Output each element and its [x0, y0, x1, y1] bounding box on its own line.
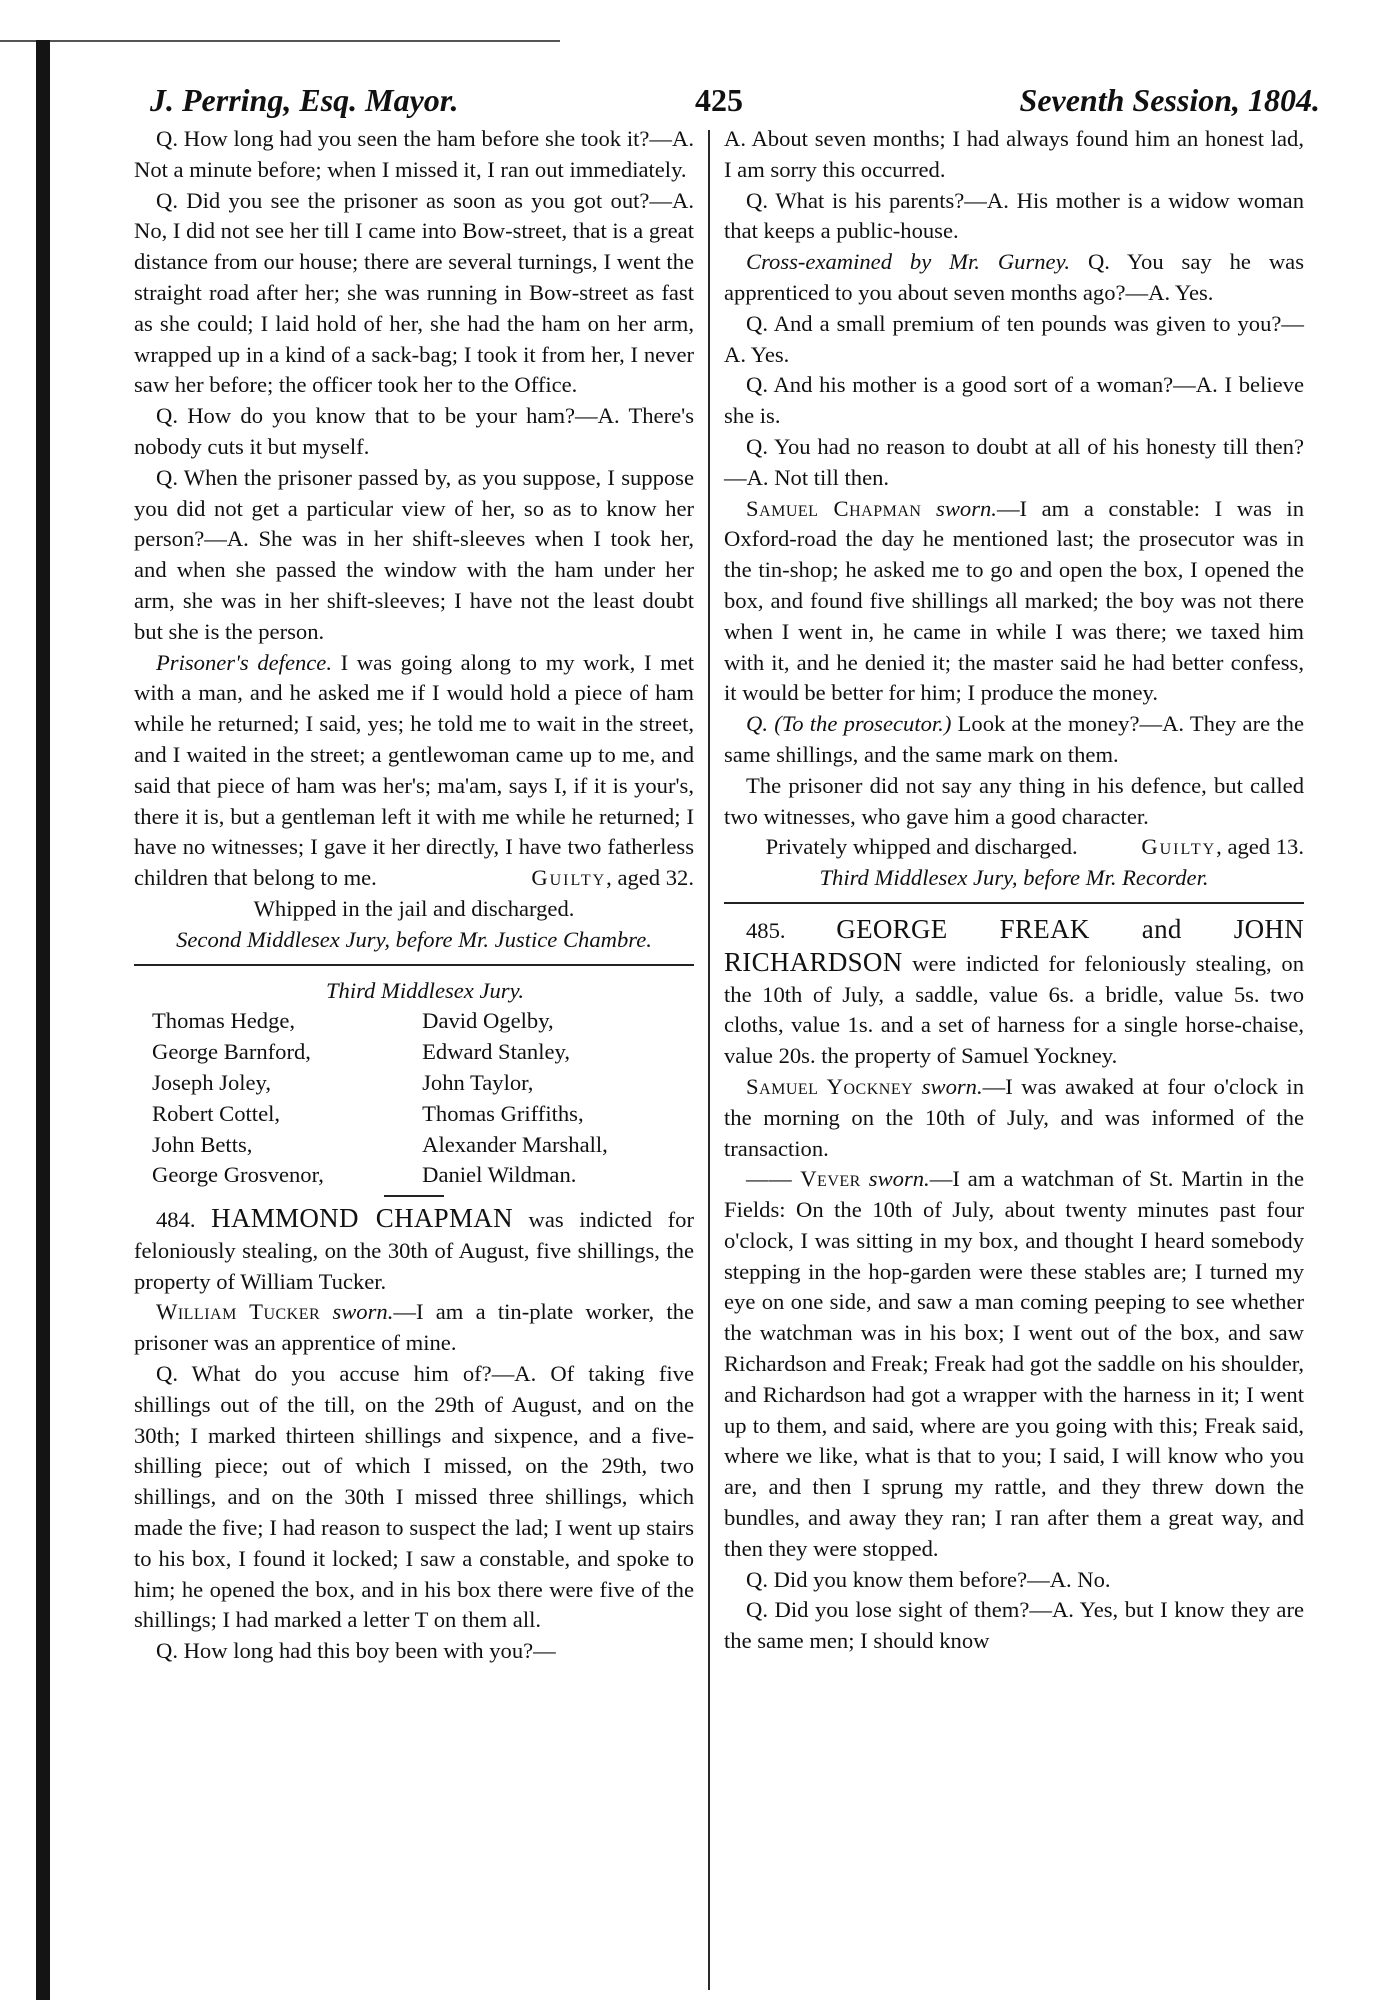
cross-examination — [724, 247, 1304, 309]
sworn-label: sworn. — [860, 1166, 930, 1192]
jury-row — [134, 1068, 694, 1099]
witness-chapman — [724, 494, 1304, 710]
witness-text: —I am a constable: I was in Oxford-road the day he mentioned last; the prosecutor was in the tin-shop; he asked me to go and open the box, I opened the box, and found five shillings all marked; the boy was not there when I went in, he came in while I was there; we taxed him with it, and he denied it; the master said he had better confess, it would be better for him; I produce the money. — [724, 495, 1305, 706]
paragraph: Q. And a small premium of ten pounds was given to you?—A. Yes. — [724, 310, 1304, 367]
witness-name: —— Vever — [746, 1166, 861, 1192]
witness-yockney — [724, 1072, 1304, 1164]
witness-vever — [724, 1164, 1304, 1564]
cross-text: Q. You say he was apprenticed to you about seven months ago?—A. Yes. — [724, 249, 1304, 305]
sworn-label: sworn. — [320, 1299, 394, 1325]
juror-name: David Ogelby, — [422, 1008, 554, 1034]
case-485-heading — [724, 914, 1304, 1072]
indictment-text: was indicted for feloniously stealing, on the 30th of August, five shillings, the property of William Tucker. — [134, 1207, 694, 1294]
paragraph: Q. How do you know that to be your ham?—A. There's nobody cuts it but myself. — [134, 403, 694, 459]
scan-edge-line — [0, 40, 560, 42]
sentence: Privately whipped and discharged. — [765, 834, 1078, 860]
question-text: Look at the money?—A. They are the same shillings, and the same mark on them. — [724, 711, 1304, 767]
right-column — [724, 124, 1304, 1657]
verdict-age: , aged 32. — [606, 865, 694, 891]
section-rule — [134, 964, 694, 966]
sentence: Whipped in the jail and discharged. — [253, 895, 575, 921]
binding-shadow — [36, 40, 50, 2000]
juror-name: Robert Cottel, — [152, 1100, 281, 1126]
juror-name: Thomas Griffiths, — [422, 1100, 584, 1126]
court-line: Second Middlesex Jury, before Mr. Justice Chambre. — [176, 926, 652, 952]
juror-name: Thomas Hedge, — [152, 1008, 296, 1034]
jury-row — [134, 1160, 694, 1191]
witness-tucker — [134, 1297, 694, 1359]
paragraph: Q. Did you see the prisoner as soon as you got out?—A. No, I did not see her till I came into Bow-street, that is a great distance from our house; there are several turnings, I went the straight road after her; she was running in Bow-street as fast as she could; I laid hold of her, she had the ham on her arm, wrapped up in a kind of a sack-bag; I took it from her, I never saw her before; the officer took her to the Office. — [134, 187, 694, 398]
juror-name: George Grosvenor, — [152, 1162, 324, 1188]
jury-row — [134, 1037, 694, 1068]
court-line: Third Middlesex Jury, before Mr. Recorder. — [819, 865, 1209, 891]
running-header — [150, 78, 1320, 122]
juror-name: Alexander Marshall, — [422, 1131, 608, 1157]
defence-label: Prisoner's defence. — [156, 649, 332, 675]
question-label: Q. (To the prosecutor.) — [746, 711, 952, 737]
indictment-text: were indicted for feloniously stealing, on the 10th of July, a saddle, value 6s. a bridle, value 5s. two cloths, value 1s. and a set of harness for a single horse-chaise, value 20s. the property of Samuel Yockney. — [724, 950, 1304, 1069]
paragraph: Q. Did you lose sight of them?—A. Yes, but I know they are the same men; I should know — [724, 1597, 1304, 1654]
paragraph: Q. How long had you seen the ham before she took it?—A. Not a minute before; when I missed it, I ran out immediately. — [134, 126, 694, 182]
witness-text: —I am a watchman of St. Martin in the Fields: On the 10th of July, about twenty minutes past four o'clock, I was sitting in my box, and thought I heard somebody stepping in the hop-garden were these stables are; I turned my eye on one side, and saw a man coming peeping to see whether the watchman was in his box; I went out of the box, and saw Richardson and Freak; Freak had got the saddle on his shoulder, and Richardson had got a wrapper with the harness in it; I went up to them, and said, where are you going with this; Freak said, where we like, what is that to you; I said, I will know who you are, and then I sprung my rattle, and they threw down the bundles, and away they ran; I ran after them a great way, and then they were stopped. — [724, 1166, 1305, 1561]
section-rule — [724, 902, 1304, 904]
verdict — [509, 863, 694, 894]
jury-list — [134, 1006, 694, 1191]
jury-title: Third Middlesex Jury. — [325, 977, 525, 1003]
defendant-names: GEORGE FREAK and JOHN RICHARDSON — [724, 913, 1304, 977]
witness-text: —I am a tin-plate worker, the prisoner was an apprentice of mine. — [134, 1299, 694, 1356]
juror-name: Joseph Joley, — [152, 1069, 272, 1095]
prisoner-defence — [134, 648, 694, 894]
sworn-label: sworn. — [913, 1073, 983, 1099]
verdict — [1119, 832, 1304, 863]
sworn-label: sworn. — [921, 495, 997, 521]
case-number: 484. — [156, 1207, 196, 1233]
defence-text: I was going along to my work, I met with a man, and he asked me if I would hold a piece of ham while he returned; I said, yes; he told me to wait in the street, and I waited in the street; a gentlewoman came up to me, and said that piece of ham was her's; ma'am, says I, if it is your's, there it is, but a gentleman left it with me while he returned; I have no witnesses; I gave it her directly, I have two fatherless children that belong to me. — [134, 649, 695, 891]
left-column — [134, 124, 694, 1667]
paragraph: Q. How long had this boy been with you?— — [156, 1638, 556, 1664]
juror-name: John Betts, — [152, 1131, 253, 1157]
question-to-prosecutor — [724, 709, 1304, 771]
juror-name: John Taylor, — [422, 1069, 534, 1095]
juror-name: George Barnford, — [152, 1039, 311, 1065]
juror-name: Daniel Wildman. — [422, 1162, 577, 1188]
case-484-heading — [134, 1203, 694, 1297]
header-session: Seventh Session, 1804. — [1019, 82, 1320, 118]
header-mayor: J. Perring, Esq. Mayor. — [150, 82, 459, 118]
witness-text: —I was awaked at four o'clock in the morning on the 10th of July, and was informed of the transaction. — [724, 1073, 1304, 1161]
verdict-word: Guilty — [531, 865, 607, 891]
verdict-age: , aged 13. — [1216, 834, 1304, 860]
witness-name: Samuel Chapman — [746, 495, 922, 521]
defence-text: The prisoner did not say any thing in his defence, but called two witnesses, who gave him a good character. — [724, 772, 1304, 829]
page-number: 425 — [695, 82, 743, 118]
jury-row — [134, 1006, 694, 1037]
juror-name: Edward Stanley, — [422, 1039, 570, 1065]
verdict-word: Guilty — [1141, 834, 1217, 860]
paragraph: Q. When the prisoner passed by, as you suppose, I suppose you did not get a particular view of her, so as to know her person?—A. She was in her shift-sleeves when I took her, and when she passed the window with the ham under her arm, she was in her shift-sleeves; I have not the least doubt but she is the person. — [134, 464, 694, 644]
paragraph: Q. What do you accuse him of?—A. Of taking five shillings out of the till, on the 29th of August, and on the 30th; I marked thirteen shillings and sixpence, and a five-shilling piece; out of which I missed, on the 29th, two shillings, and on the 30th I missed three shillings, which made the five; I had reason to suspect the lad; I went up stairs to his box, I found it locked; I saw a constable, and spoke to him; he opened the box, and in his box there were five of the shillings; I had marked a letter T on them all. — [134, 1361, 694, 1633]
paragraph: Q. And his mother is a good sort of a woman?—A. I believe she is. — [724, 372, 1304, 429]
paragraph: Q. Did you know them before?—A. No. — [746, 1566, 1111, 1592]
short-rule — [384, 1195, 444, 1197]
jury-row — [134, 1099, 694, 1130]
paragraph: Q. What is his parents?—A. His mother is a widow woman that keeps a public-house. — [724, 187, 1304, 244]
paragraph: Q. You had no reason to doubt at all of his honesty till then?—A. Not till then. — [724, 433, 1304, 490]
witness-name: Samuel Yockney — [746, 1073, 914, 1099]
cross-label: Cross-examined by Mr. Gurney. — [746, 249, 1071, 275]
column-divider — [708, 130, 710, 1990]
paragraph: A. About seven months; I had always found him an honest lad, I am sorry this occurred. — [724, 126, 1304, 182]
jury-row — [134, 1130, 694, 1161]
defendant-name: HAMMOND CHAPMAN — [211, 1203, 513, 1234]
case-number: 485. — [746, 917, 786, 943]
witness-name: William Tucker — [156, 1299, 321, 1325]
